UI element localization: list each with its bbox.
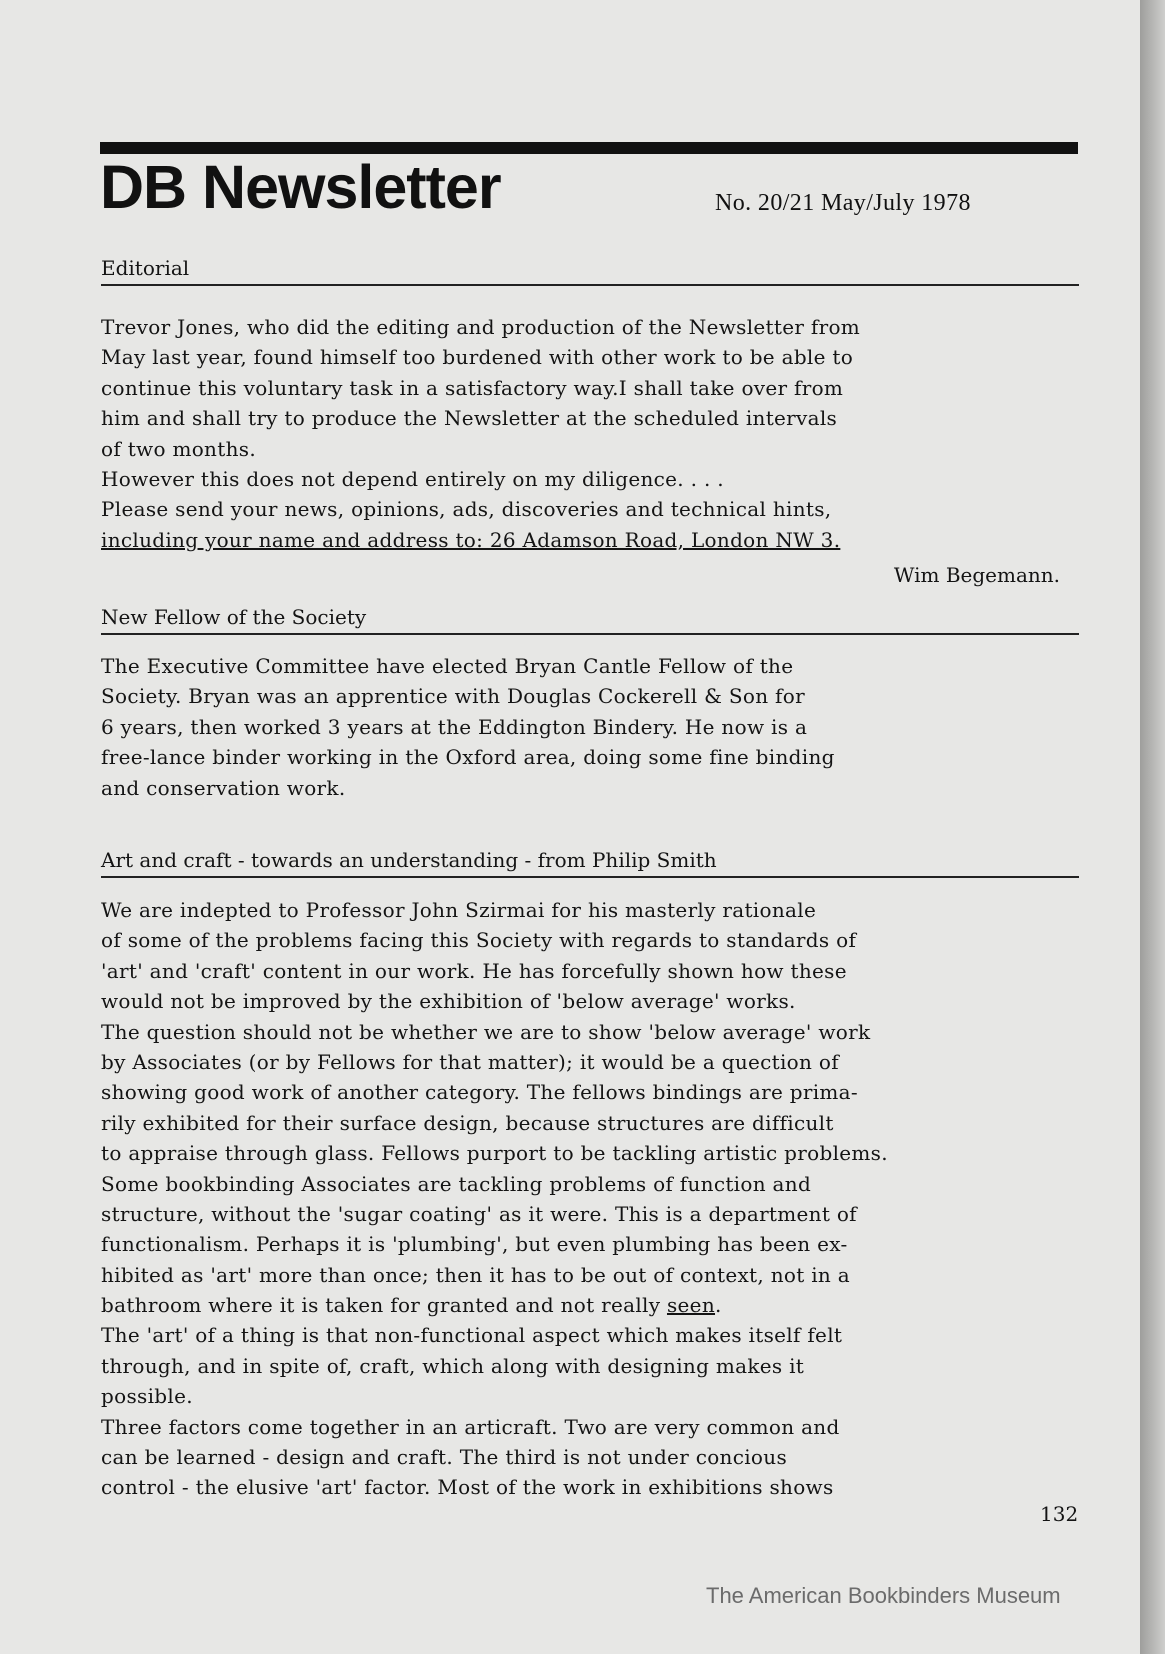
text-line: The question should not be whether we are to show 'below average' work bbox=[101, 1019, 871, 1044]
text-line: hibited as 'art' more than once; then it has to be out of context, not in a bbox=[101, 1262, 850, 1287]
text-line: Society. Bryan was an apprentice with Douglas Cockerell & Son for bbox=[101, 684, 805, 709]
text-line: bathroom where it is taken for granted and not really seen. bbox=[101, 1293, 722, 1318]
text-line: May last year, found himself too burdened with other work to be able to bbox=[101, 345, 854, 370]
text-line: However this does not depend entirely on my diligence. . . . bbox=[101, 466, 724, 491]
text-line: Please send your news, opinions, ads, discoveries and technical hints, bbox=[101, 497, 832, 522]
page-number: 132 bbox=[1040, 1502, 1079, 1526]
text-line: of some of the problems facing this Society with regards to standards of bbox=[101, 928, 857, 953]
text-line: Some bookbinding Associates are tackling problems of function and bbox=[101, 1171, 812, 1196]
masthead-title: DB Newsletter bbox=[100, 153, 501, 221]
fellow-text bbox=[101, 651, 1091, 803]
text-line: functionalism. Perhaps it is 'plumbing', but even plumbing has been ex- bbox=[101, 1232, 848, 1257]
editorial-heading: Editorial bbox=[101, 255, 1079, 286]
text-line: can be learned - design and craft. The third is not under concious bbox=[101, 1445, 788, 1470]
text-line: We are indepted to Professor John Szirmai for his masterly rationale bbox=[101, 898, 817, 922]
text-line: 6 years, then worked 3 years at the Eddington Bindery. He now is a bbox=[101, 714, 808, 739]
page-edge bbox=[1140, 0, 1165, 1654]
text-line: 'art' and 'craft' content in our work. He has forcefully shown how these bbox=[101, 958, 847, 983]
text-line: continue this voluntary task in a satisfactory way.I shall take over from bbox=[101, 375, 844, 400]
text-line: rily exhibited for their surface design, because structures are difficult bbox=[101, 1110, 834, 1135]
text-line: and conservation work. bbox=[101, 775, 346, 800]
issue-number: No. 20/21 May/July 1978 bbox=[715, 190, 971, 216]
text-line: to appraise through glass. Fellows purport to be tackling artistic problems. bbox=[101, 1141, 888, 1166]
text-line: Trevor Jones, who did the editing and production of the Newsletter from bbox=[101, 315, 861, 339]
editor-signature: Wim Begemann. bbox=[893, 563, 1060, 587]
text-line: possible. bbox=[101, 1384, 193, 1409]
text-line: through, and in spite of, craft, which along with designing makes it bbox=[101, 1353, 805, 1378]
text-line: structure, without the 'sugar coating' as it were. This is a department of bbox=[101, 1201, 857, 1226]
text-line: control - the elusive 'art' factor. Most of the work in exhibitions shows bbox=[101, 1475, 834, 1500]
text-line: would not be improved by the exhibition of 'below average' works. bbox=[101, 989, 796, 1014]
text-line: him and shall try to produce the Newsletter at the scheduled intervals bbox=[101, 406, 838, 431]
editorial-text bbox=[101, 312, 1091, 555]
art-craft-text bbox=[101, 895, 1091, 1503]
text-line: including your name and address to: 26 Adamson Road, London NW 3. bbox=[101, 527, 841, 552]
text-line: The 'art' of a thing is that non-functional aspect which makes itself felt bbox=[101, 1323, 843, 1348]
text-line: by Associates (or by Fellows for that matter); it would be a quection of bbox=[101, 1049, 839, 1074]
text-line: showing good work of another category. The fellows bindings are prima- bbox=[101, 1080, 858, 1105]
museum-watermark: The American Bookbinders Museum bbox=[706, 1583, 1061, 1608]
text-line: The Executive Committee have elected Bryan Cantle Fellow of the bbox=[101, 654, 794, 678]
text-line: of two months. bbox=[101, 436, 256, 461]
text-line: free-lance binder working in the Oxford area, doing some fine binding bbox=[101, 745, 835, 770]
fellow-heading: New Fellow of the Society bbox=[101, 604, 1079, 635]
text-line: Three factors come together in an articraft. Two are very common and bbox=[101, 1414, 840, 1439]
art-craft-heading: Art and craft - towards an understanding - from Philip Smith bbox=[101, 847, 1079, 878]
